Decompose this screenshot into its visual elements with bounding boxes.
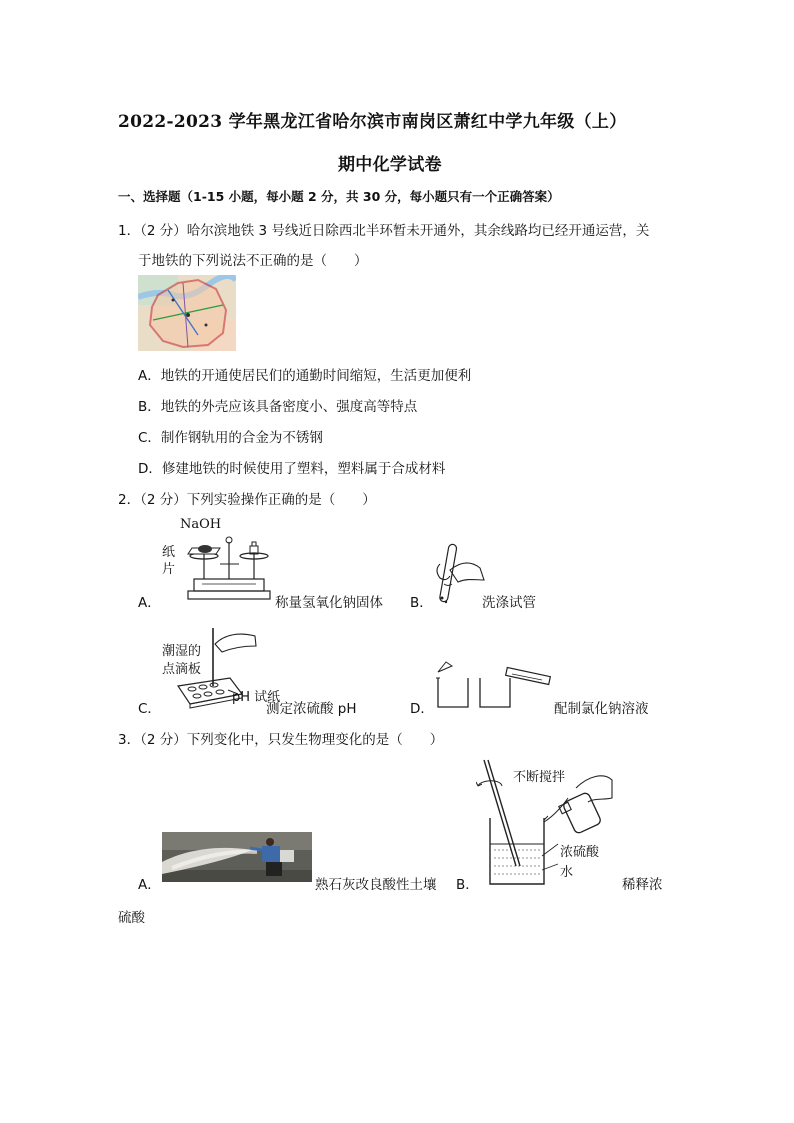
q1-option-c: C．制作钢轨用的合金为不锈钢 bbox=[138, 430, 323, 446]
q2-option-c-caption: 测定浓硫酸 pH bbox=[266, 701, 357, 717]
q3-option-b-caption-2: 硫酸 bbox=[118, 910, 145, 926]
q3-option-b-letter: B． bbox=[456, 877, 479, 893]
q2-option-a-caption: 称量氢氧化钠固体 bbox=[275, 595, 383, 611]
q2-option-b-caption: 洗涤试管 bbox=[482, 595, 536, 611]
q3-option-b-caption-1: 稀释浓 bbox=[622, 877, 663, 893]
q1-option-b: B．地铁的外壳应该具备密度小、强度高等特点 bbox=[138, 399, 418, 415]
q2-option-d-letter: D． bbox=[410, 701, 434, 717]
ph-paper-label: pH 试纸 bbox=[232, 690, 281, 705]
lime-spreading-photo bbox=[162, 832, 312, 882]
paper-label-2: 片 bbox=[162, 562, 176, 577]
q1-stem-line2: 于地铁的下列说法不正确的是（ ） bbox=[138, 253, 368, 269]
acid-label: 浓硫酸 bbox=[560, 845, 600, 860]
page-title-line2: 期中化学试卷 bbox=[338, 155, 442, 175]
stir-label: 不断搅拌 bbox=[513, 770, 566, 785]
test-tube-washing-illustration bbox=[430, 540, 490, 608]
q2-option-c-letter: C． bbox=[138, 701, 161, 717]
section-heading: 一、选择题（1-15 小题，每小题 2 分，共 30 分，每小题只有一个正确答案） bbox=[118, 189, 560, 204]
wet-label-1: 潮湿的 bbox=[162, 644, 202, 659]
page-title-line1: 2022-2023 学年黑龙江省哈尔滨市南岗区萧红中学九年级（上） bbox=[118, 112, 627, 132]
solution-preparation-illustration bbox=[432, 660, 554, 712]
q3-option-a-caption: 熟石灰改良酸性土壤 bbox=[315, 877, 437, 893]
q1-option-d: D．修建地铁的时候使用了塑料，塑料属于合成材料 bbox=[138, 461, 446, 477]
q2-option-b-letter: B． bbox=[410, 595, 433, 611]
q3-stem: 3．（2 分）下列变化中，只发生物理变化的是（ ） bbox=[118, 732, 444, 748]
naoh-label: NaOH bbox=[180, 517, 222, 532]
paper-label-1: 纸 bbox=[162, 545, 176, 560]
q1-option-a: A．地铁的开通使居民们的通勤时间缩短，生活更加便利 bbox=[138, 368, 472, 384]
q2-option-a-letter: A． bbox=[138, 595, 161, 611]
water-label: 水 bbox=[560, 865, 574, 880]
q1-stem-line1: 1．（2 分）哈尔滨地铁 3 号线近日除西北半环暂未开通外，其余线路均已经开通运营，关 bbox=[118, 223, 650, 239]
wet-label-2: 点滴板 bbox=[162, 662, 202, 677]
q2-stem: 2．（2 分）下列实验操作正确的是（ ） bbox=[118, 492, 376, 508]
metro-map-image bbox=[138, 275, 236, 351]
q2-option-d-caption: 配制氯化钠溶液 bbox=[554, 701, 649, 717]
q3-option-a-letter: A． bbox=[138, 877, 161, 893]
